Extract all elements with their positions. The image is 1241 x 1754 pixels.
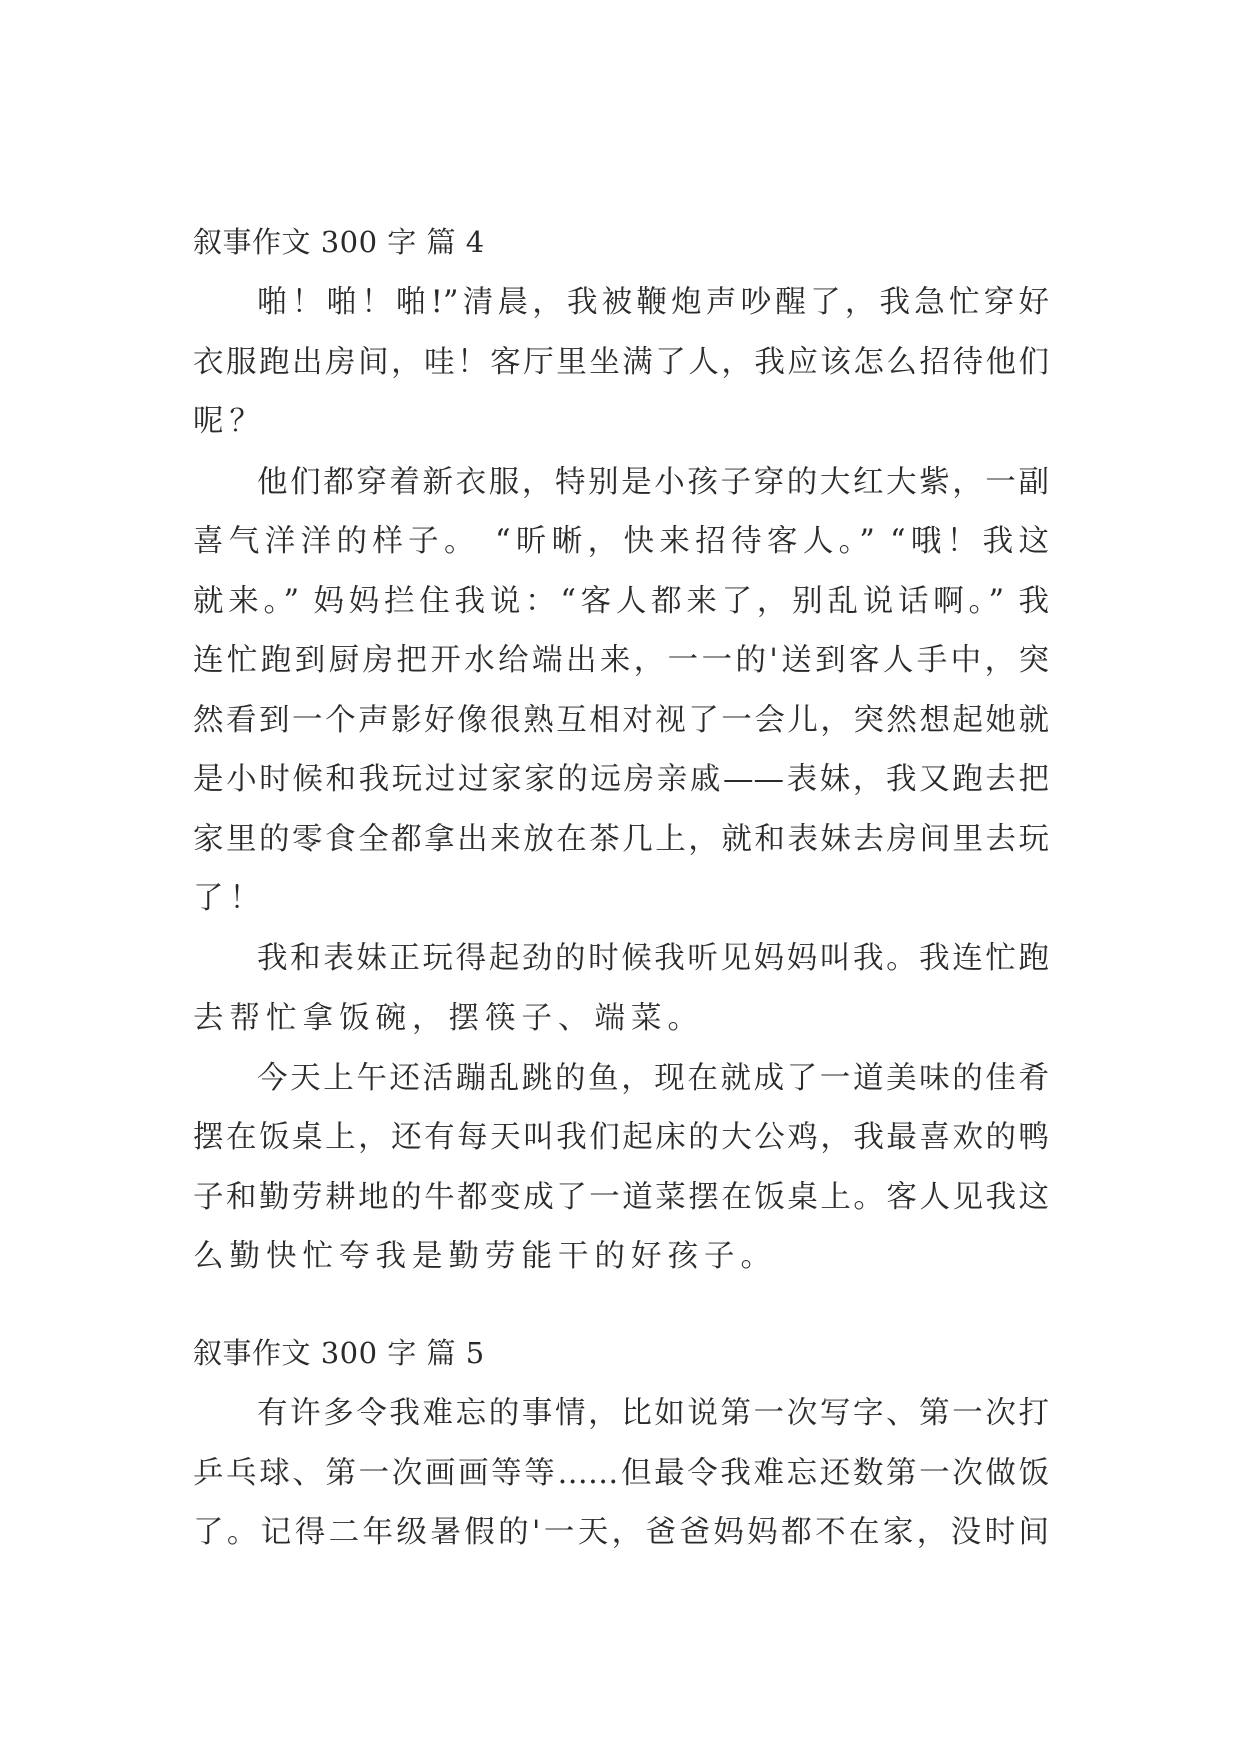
paragraph-line: 乒乓球、第一次画画等等……但最令我难忘还数第一次做饭 [193,1456,1049,1491]
paragraph-line: 他们都穿着新衣服，特别是小孩子穿的大红大紫，一副 [257,465,1049,500]
paragraph-line: 是小时候和我玩过过家家的远房亲戚——表妹，我又跑去把 [193,762,1049,797]
paragraph-line: 喜气洋洋的样子。 “昕晰，快来招待客人。” “哦！我这 [193,524,1049,559]
paragraph-line: 摆在饭桌上，还有每天叫我们起床的大公鸡，我最喜欢的鸭 [193,1120,1049,1155]
paragraph-line: 我和表妹正玩得起劲的时候我听见妈妈叫我。我连忙跑 [257,941,1049,976]
paragraph-line: 了。记得二年级暑假的'一天，爸爸妈妈都不在家，没时间 [193,1515,1049,1550]
paragraph-line: 子和勤劳耕地的牛都变成了一道菜摆在饭桌上。客人见我这 [193,1180,1049,1215]
paragraph-line: 有许多令我难忘的事情，比如说第一次写字、第一次打 [257,1396,1049,1431]
section-heading: 叙事作文 300 字 篇 5 [193,1336,485,1370]
paragraph-line: 连忙跑到厨房把开水给端出来，一一的'送到客人手中，突 [193,643,1049,678]
paragraph-line: 去帮忙拿饭碗，摆筷子、端菜。 [193,1001,704,1036]
paragraph-line: 就来。” 妈妈拦住我说：“客人都来了，别乱说话啊。” 我 [193,584,1049,619]
paragraph-line: 么勤快忙夸我是勤劳能干的好孩子。 [193,1239,777,1274]
paragraph-line: 衣服跑出房间，哇！客厅里坐满了人，我应该怎么招待他们 [193,345,1049,380]
paragraph-line: 家里的零食全都拿出来放在茶几上，就和表妹去房间里去玩 [193,822,1049,857]
section-heading: 叙事作文 300 字 篇 4 [193,225,485,259]
paragraph-line: 然看到一个声影好像很熟互相对视了一会儿，突然想起她就 [193,703,1049,738]
paragraph-line: 呢？ [193,404,266,439]
paragraph-line: 啪！啪！啪!”清晨，我被鞭炮声吵醒了，我急忙穿好 [257,285,1049,320]
paragraph-line: 今天上午还活蹦乱跳的鱼，现在就成了一道美味的佳肴 [257,1061,1049,1096]
paragraph-line: 了！ [193,881,266,916]
